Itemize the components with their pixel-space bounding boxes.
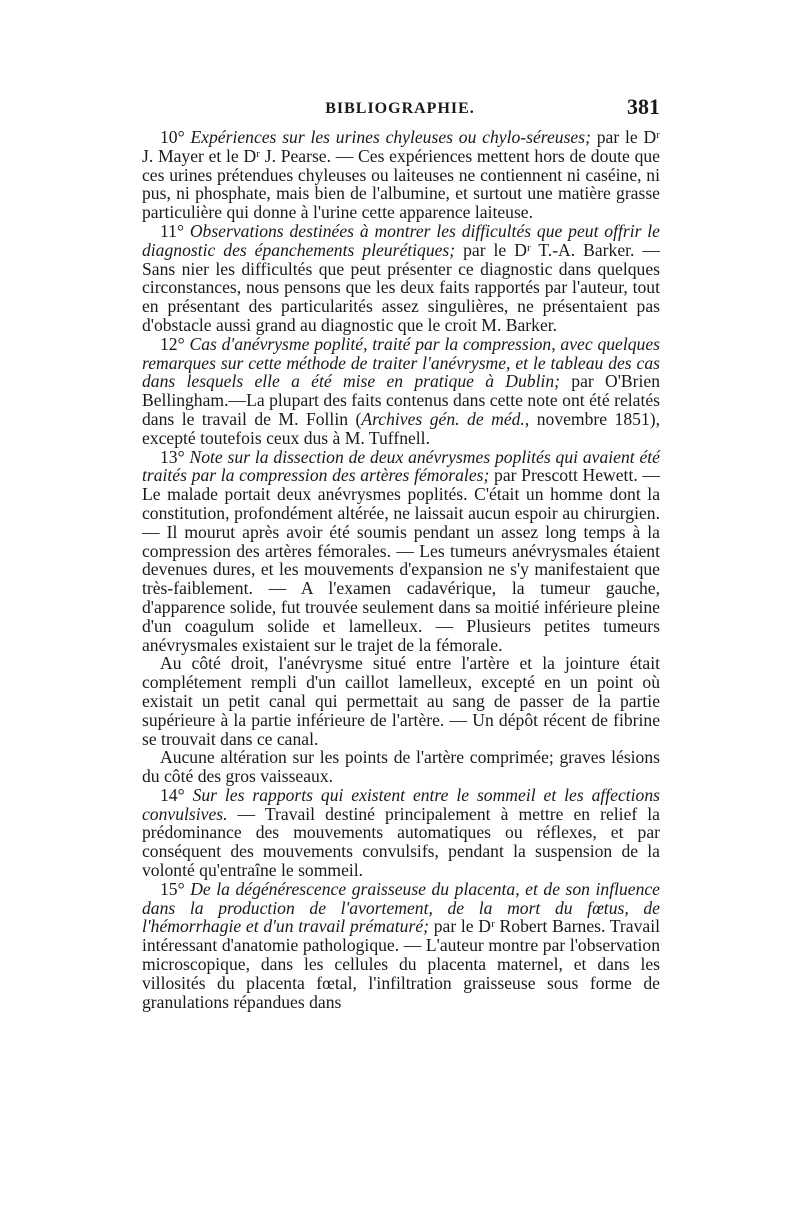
entry-body: par le Dʳ T.-A. Barker. — Sans nier les difficultés que peut présenter ce diagnostic dans quelques circonstances, nous pensons que les deux faits rapportés par l'auteur, tout en présentant des particularités assez singulières, ne présentaient pas d'obstacle aussi grand au diagnostic que le croit M. Barker. bbox=[142, 239, 660, 335]
entry-title: De la dégénérescence graisseuse du placenta, et de son influence dans la production de l'avortement, de la mort du fœtus, de l'hémorrhagie et d'un travail prématuré; bbox=[142, 878, 660, 937]
page-number: 381 bbox=[627, 94, 660, 119]
entry-body: par le Dʳ Robert Barnes. Travail intéressant d'anatomie pathologique. — L'auteur montre par l'observation microscopique, dans les cellules du placenta maternel, et dans les villosités du placenta fœtal, l'infiltration graisseuse sous forme de granulations répandues dans bbox=[142, 916, 660, 1012]
page-header bbox=[140, 94, 660, 124]
entry-13-paragraph-3: Aucune altération sur les points de l'artère comprimée; graves lésions du côté des gros vaisseaux. bbox=[142, 747, 660, 787]
entry-body: par O'Brien Bellingham.—La plupart des faits contenus dans cette note ont été relatés dans le travail de M. Follin ( bbox=[142, 371, 660, 429]
entry-body: par le Dʳ J. Mayer et le Dʳ J. Pearse. — Ces expériences mettent hors de doute que ces urines prétendues chyleuses ou laiteuses ne contiennent ni caséine, ni pus, ni phosphate, mais bien de l'albumine, et surtout une matière grasse particulière qui donne à l'urine cette apparence laiteuse. bbox=[142, 127, 660, 223]
entry-number: 11° bbox=[160, 220, 184, 241]
entry-body-continued: , novembre 1851), excepté toutefois ceux dus à M. Tuffnell. bbox=[142, 408, 661, 448]
entry-10 bbox=[142, 128, 660, 222]
entry-title: Note sur la dissection de deux anévrysmes poplités qui avaient été traités par la compression des artères fémorales; bbox=[142, 446, 660, 486]
entry-number: 10° bbox=[160, 127, 185, 147]
entry-14 bbox=[142, 786, 660, 880]
entry-11 bbox=[142, 222, 660, 335]
entry-title: Observations destinées à montrer les difficultés que peut offrir le diagnostic des épanchements pleurétiques; bbox=[142, 220, 660, 260]
entry-number: 14° bbox=[160, 784, 185, 805]
entry-12 bbox=[142, 335, 660, 448]
entry-15 bbox=[142, 880, 660, 1012]
entry-number: 15° bbox=[160, 878, 185, 899]
entry-title: Cas d'anévrysme poplité, traité par la compression, avec quelques remarques sur cette méthode de traiter l'anévrysme, et le tableau des cas dans lesquels elle a été mise en pratique à Dublin; bbox=[142, 333, 660, 392]
entry-title: Sur les rapports qui existent entre le sommeil et les affections convulsives. bbox=[142, 784, 660, 824]
running-head: BIBLIOGRAPHIE. bbox=[325, 100, 475, 117]
body-text bbox=[142, 128, 660, 1011]
entry-13-paragraph-2: Au côté droit, l'anévrysme situé entre l'artère et la jointure était complétement rempli d'un caillot lamelleux, excepté en un point où existait un petit canal qui permettait au sang de passer de la partie supérieure à la partie inférieure de l'artère. — Un dépôt récent de fibrine se trouvait dans ce canal. bbox=[142, 653, 660, 749]
entry-number: 12° bbox=[160, 333, 185, 354]
entry-title: Expériences sur les urines chyleuses ou chylo-séreuses; bbox=[190, 127, 591, 147]
entry-number: 13° bbox=[160, 446, 185, 467]
entry-body: par Prescott Hewett. — Le malade portait deux anévrysmes poplités. C'était un homme dont la constitution, profondément altérée, ne laissait aucun espoir au chirurgien. — Il mourut après avoir été soumis pendant un assez long temps à la compression des artères fémorales. — Les tumeurs anévrysmales étaient devenues dures, et les mouvements d'expansion ne s'y manifestaient que très-faiblement. — A l'examen cadavérique, la tumeur gauche, d'apparence solide, fut trouvée seulement dans sa moitié inférieure pleine d'un coagulum solide et lamelleux. — Plusieurs petites tumeurs anévrysmales existaient sur le trajet de la fémorale. bbox=[142, 465, 660, 655]
entry-13 bbox=[142, 448, 660, 655]
entry-body: — Travail destiné principalement à mettre en relief la prédominance des mouvements automatiques ou réflexes, et par conséquent des mouvements convulsifs, pendant la suspension de la volonté qu'entraîne le sommeil. bbox=[142, 803, 660, 881]
journal-reference: Archives gén. de méd. bbox=[361, 408, 525, 429]
